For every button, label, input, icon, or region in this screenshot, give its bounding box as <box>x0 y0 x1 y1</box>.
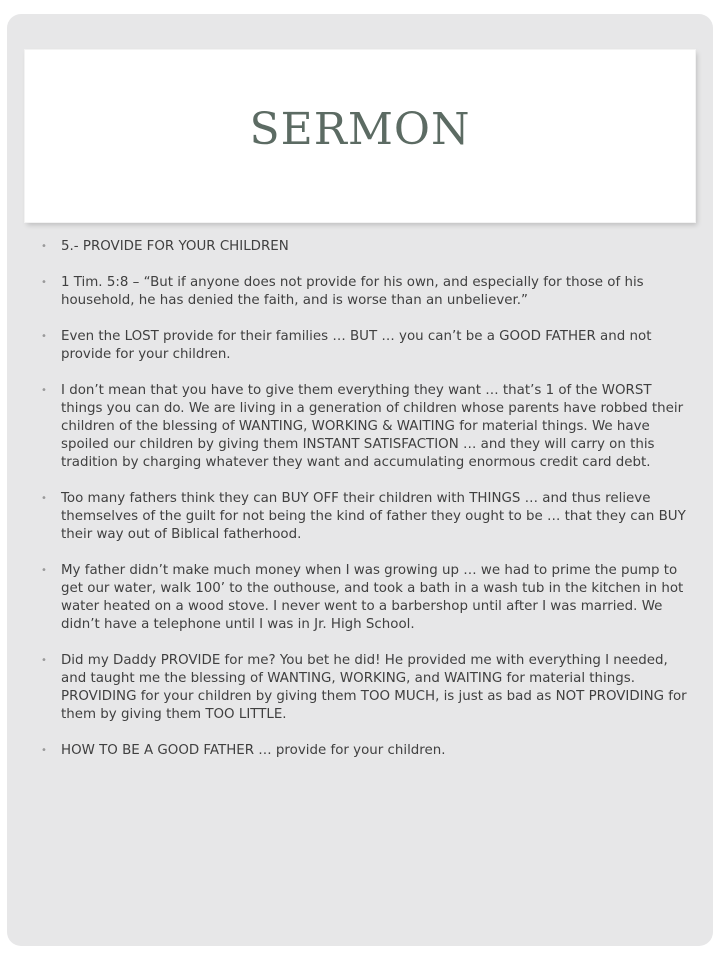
bullet-text: Even the LOST provide for their families … BUT … you can’t be a GOOD FATHER and not provide for your children. <box>61 329 652 362</box>
title-box <box>25 50 695 222</box>
bullet-icon: • <box>41 385 47 396</box>
bullet-text: Did my Daddy PROVIDE for me? You bet he did! He provided me with everything I needed, and taught me the blessing of WANTING, WORKING, and WAITING for material things. PROVIDING for your children by giving them TOO MUCH, is just as bad as NOT PROVIDING for them by giving them TOO LITTLE. <box>61 653 687 722</box>
slide-title: SERMON <box>249 104 471 155</box>
bullet-icon: • <box>41 655 47 666</box>
bullet-text: My father didn’t make much money when I was growing up … we had to prime the pump to get our water, walk 100’ to the outhouse, and took a bath in a wash tub in the kitchen in hot water heated on a wood stove. I never went to a barbershop until after I was married. We didn’t have a telephone until I was in Jr. High School. <box>61 563 684 632</box>
bullet-point <box>35 652 695 724</box>
bullet-text: 5.- PROVIDE FOR YOUR CHILDREN <box>61 239 289 254</box>
slide <box>7 14 713 946</box>
bullet-icon: • <box>41 331 47 342</box>
bullet-icon: • <box>41 745 47 756</box>
bullet-text: Too many fathers think they can BUY OFF their children with THINGS … and thus relieve themselves of the guilt for not being the kind of father they ought to be … that they can BUY their way out of Biblical fatherhood. <box>61 491 686 542</box>
bullet-point <box>35 328 695 364</box>
bullet-list <box>35 238 695 778</box>
bullet-point <box>35 382 695 472</box>
bullet-point <box>35 238 695 256</box>
bullet-icon: • <box>41 565 47 576</box>
bullet-icon: • <box>41 277 47 288</box>
bullet-icon: • <box>41 241 47 252</box>
bullet-point <box>35 490 695 544</box>
bullet-point <box>35 562 695 634</box>
bullet-text: HOW TO BE A GOOD FATHER … provide for your children. <box>61 743 446 758</box>
bullet-point <box>35 274 695 310</box>
bullet-icon: • <box>41 493 47 504</box>
bullet-point <box>35 742 695 760</box>
bullet-text: 1 Tim. 5:8 – “But if anyone does not provide for his own, and especially for those of his household, he has denied the faith, and is worse than an unbeliever.” <box>61 275 644 308</box>
bullet-text: I don’t mean that you have to give them everything they want … that’s 1 of the WORST things you can do. We are living in a generation of children whose parents have robbed their children of the blessing of WANTING, WORKING & WAITING for material things. We have spoiled our children by giving them INSTANT SATISFACTION … and they will carry on this tradition by charging whatever they want and accumulating enormous credit card debt. <box>61 383 684 470</box>
